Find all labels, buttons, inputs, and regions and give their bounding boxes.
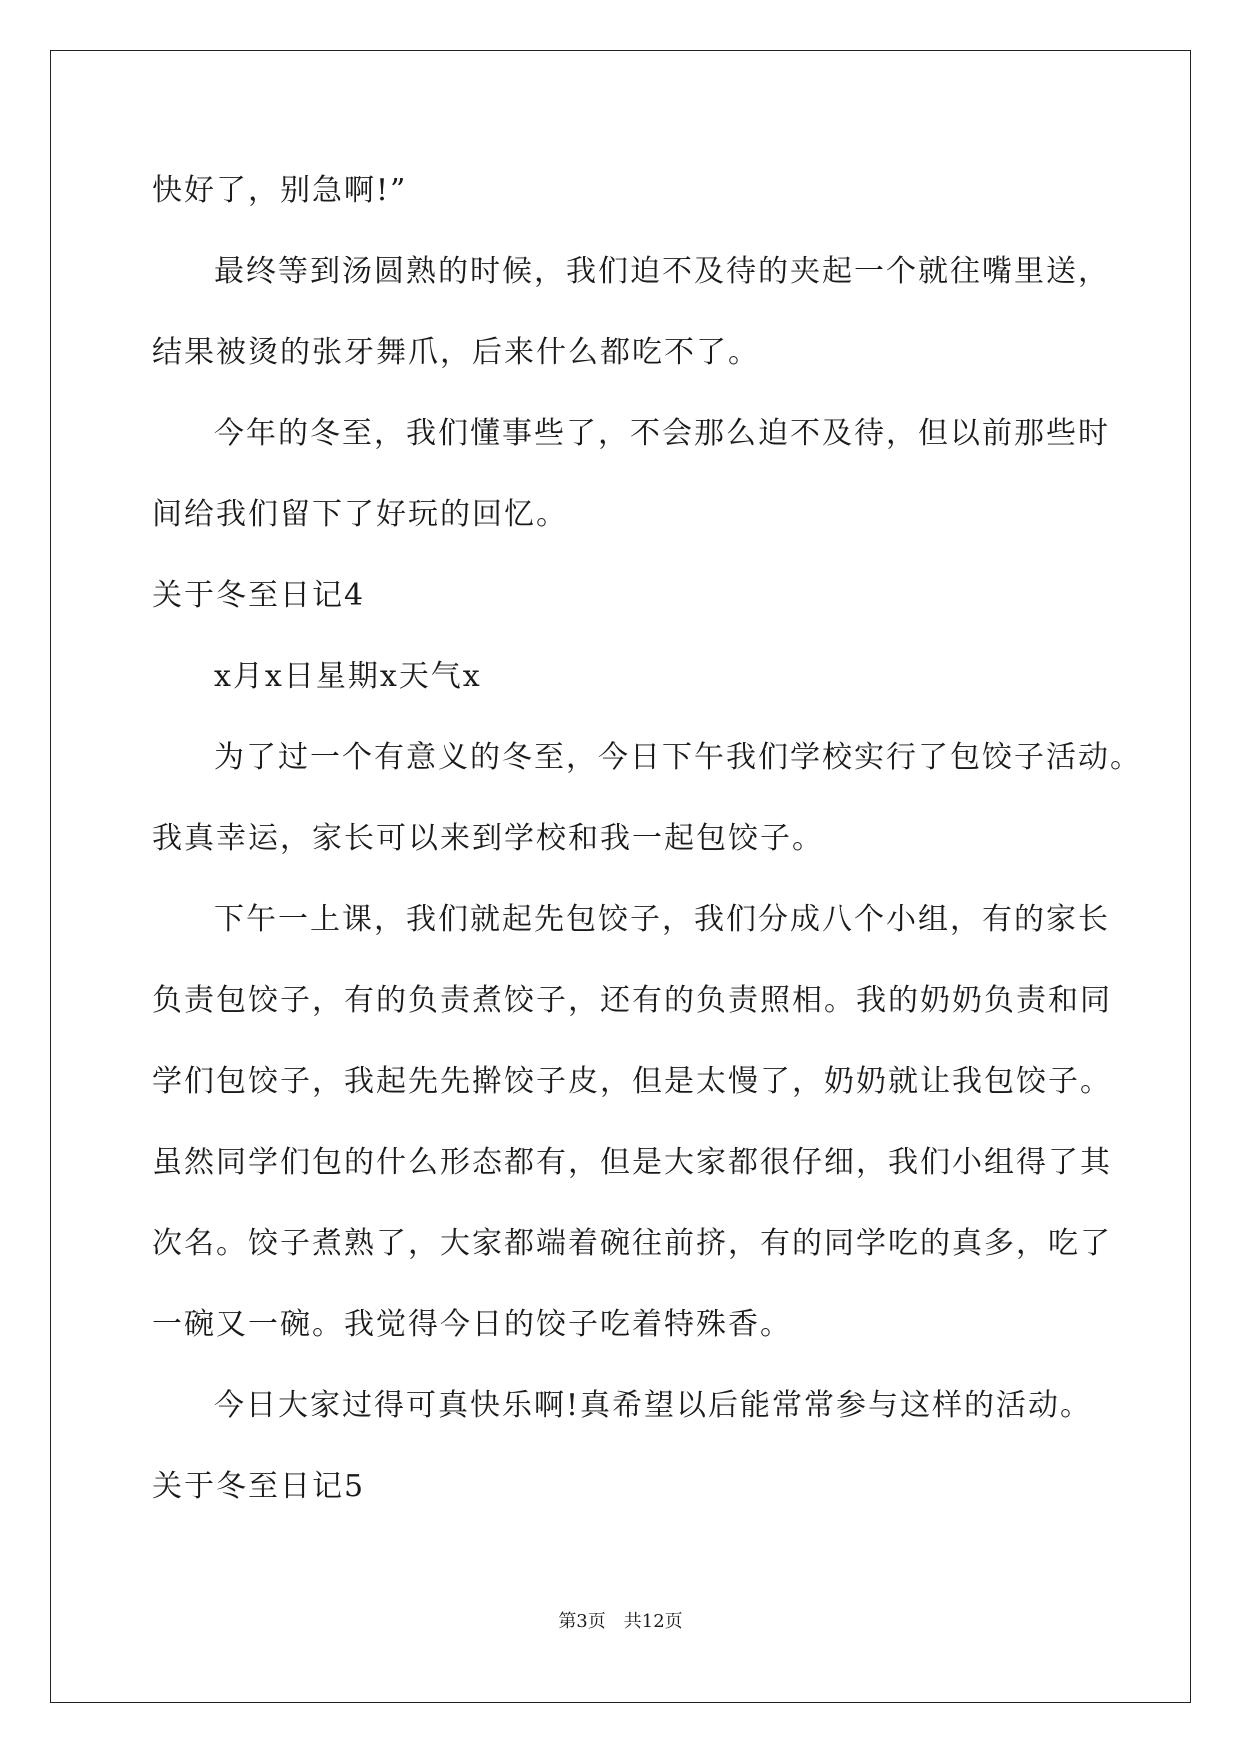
section-heading: 关于冬至日记4 xyxy=(152,578,366,613)
page-border xyxy=(50,50,1191,1703)
paragraph-line: 负责包饺子，有的负责煮饺子，还有的负责照相。我的奶奶负责和同 xyxy=(152,983,1112,1018)
paragraph-line: 最终等到汤圆熟的时候，我们迫不及待的夹起一个就往嘴里送， xyxy=(214,254,1110,289)
paragraph-line: 虽然同学们包的什么形态都有，但是大家都很仔细，我们小组得了其 xyxy=(152,1145,1112,1180)
paragraph-line: 下午一上课，我们就起先包饺子，我们分成八个小组，有的家长 xyxy=(214,902,1110,937)
page-number: 第3页 xyxy=(558,1611,606,1632)
date-weather-line: x月x日星期x天气x xyxy=(214,659,482,694)
paragraph-line: 学们包饺子，我起先先擀饺子皮，但是太慢了，奶奶就让我包饺子。 xyxy=(152,1064,1112,1099)
paragraph-line: 结果被烫的张牙舞爪，后来什么都吃不了。 xyxy=(152,335,760,370)
paragraph-line: 间给我们留下了好玩的回忆。 xyxy=(152,497,568,532)
paragraph-line: 为了过一个有意义的冬至，今日下午我们学校实行了包饺子活动。 xyxy=(214,740,1142,775)
section-heading: 关于冬至日记5 xyxy=(152,1469,366,1504)
page-total: 共12页 xyxy=(623,1611,683,1632)
paragraph-line: 我真幸运，家长可以来到学校和我一起包饺子。 xyxy=(152,821,824,856)
paragraph-line: 一碗又一碗。我觉得今日的饺子吃着特殊香。 xyxy=(152,1307,792,1342)
paragraph-line: 次名。饺子煮熟了，大家都端着碗往前挤，有的同学吃的真多，吃了 xyxy=(152,1226,1112,1261)
page-footer xyxy=(0,1610,1241,1634)
paragraph-line: 今年的冬至，我们懂事些了，不会那么迫不及待，但以前那些时 xyxy=(214,416,1110,451)
paragraph-line: 快好了，别急啊!” xyxy=(152,173,408,208)
paragraph-line: 今日大家过得可真快乐啊!真希望以后能常常参与这样的活动。 xyxy=(214,1388,1093,1423)
